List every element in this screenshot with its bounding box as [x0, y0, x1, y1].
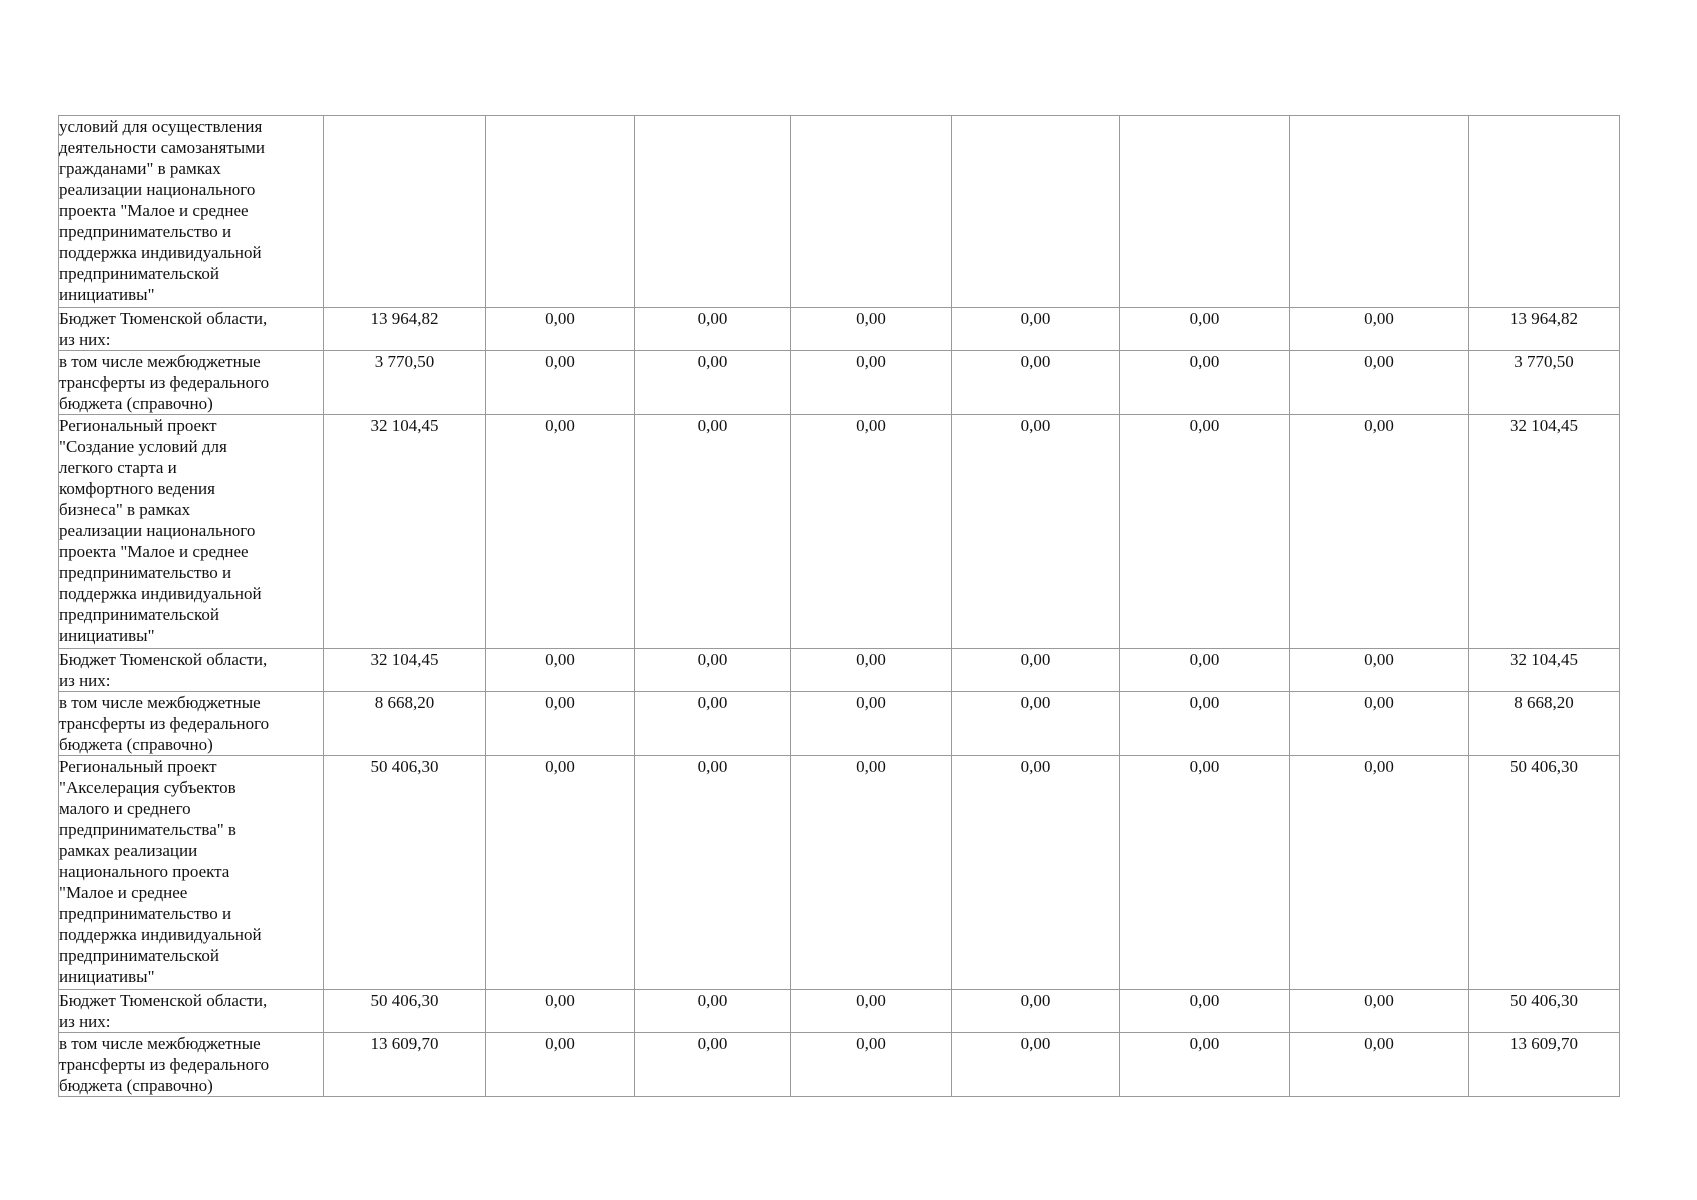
row-label: Бюджет Тюменской области, из них: [59, 649, 324, 692]
value-cell: 0,00 [952, 692, 1120, 756]
value-cell: 32 104,45 [324, 649, 486, 692]
value-cell: 0,00 [486, 649, 635, 692]
value-cell: 0,00 [486, 351, 635, 415]
row-label: Бюджет Тюменской области, из них: [59, 308, 324, 351]
value-cell: 0,00 [1120, 308, 1290, 351]
value-cell: 50 406,30 [1469, 990, 1620, 1033]
value-cell: 0,00 [635, 308, 791, 351]
value-cell: 0,00 [1290, 351, 1469, 415]
value-cell: 13 609,70 [324, 1033, 486, 1097]
table-row [59, 116, 1620, 308]
value-cell: 0,00 [486, 415, 635, 649]
value-cell: 0,00 [952, 351, 1120, 415]
value-cell: 13 964,82 [1469, 308, 1620, 351]
budget-table [58, 115, 1620, 1097]
row-label: в том числе межбюджетные трансферты из федерального бюджета (справочно) [59, 351, 324, 415]
value-cell: 0,00 [1120, 692, 1290, 756]
value-cell: 0,00 [791, 649, 952, 692]
row-label: в том числе межбюджетные трансферты из федерального бюджета (справочно) [59, 1033, 324, 1097]
value-cell: 0,00 [791, 351, 952, 415]
row-label: условий для осуществления деятельности самозанятыми гражданами" в рамках реализации национального проекта "Малое и среднее предпринимательство и поддержка индивидуальной предпринимательской инициативы" [59, 116, 324, 308]
value-cell: 8 668,20 [324, 692, 486, 756]
value-cell: 0,00 [486, 990, 635, 1033]
value-cell: 0,00 [486, 756, 635, 990]
value-cell: 0,00 [952, 1033, 1120, 1097]
value-cell: 0,00 [486, 692, 635, 756]
value-cell: 0,00 [791, 692, 952, 756]
table-row [59, 990, 1620, 1033]
value-cell: 0,00 [952, 308, 1120, 351]
row-label: Региональный проект "Создание условий для легкого старта и комфортного ведения бизнеса" в рамках реализации национального проекта "Малое и среднее предпринимательство и поддержка индивидуальной предпринимательской инициативы" [59, 415, 324, 649]
value-cell: 0,00 [791, 990, 952, 1033]
value-cell [952, 116, 1120, 308]
value-cell: 0,00 [1290, 1033, 1469, 1097]
value-cell [1290, 116, 1469, 308]
value-cell: 0,00 [1290, 692, 1469, 756]
value-cell: 32 104,45 [1469, 649, 1620, 692]
value-cell: 0,00 [635, 756, 791, 990]
value-cell: 0,00 [952, 756, 1120, 990]
value-cell: 50 406,30 [324, 990, 486, 1033]
value-cell [791, 116, 952, 308]
value-cell [486, 116, 635, 308]
value-cell: 0,00 [1120, 649, 1290, 692]
value-cell: 32 104,45 [1469, 415, 1620, 649]
value-cell [1120, 116, 1290, 308]
value-cell: 0,00 [952, 990, 1120, 1033]
table-row [59, 1033, 1620, 1097]
value-cell: 50 406,30 [324, 756, 486, 990]
row-label: Региональный проект "Акселерация субъектов малого и среднего предпринимательства" в рамках реализации национального проекта "Малое и среднее предпринимательство и поддержка индивидуальной предпринимательской инициативы" [59, 756, 324, 990]
table-row [59, 415, 1620, 649]
value-cell: 0,00 [635, 351, 791, 415]
value-cell: 3 770,50 [324, 351, 486, 415]
value-cell: 0,00 [1120, 756, 1290, 990]
value-cell: 0,00 [791, 308, 952, 351]
value-cell: 13 609,70 [1469, 1033, 1620, 1097]
table-row [59, 351, 1620, 415]
value-cell: 3 770,50 [1469, 351, 1620, 415]
value-cell: 0,00 [1120, 990, 1290, 1033]
value-cell: 0,00 [635, 990, 791, 1033]
value-cell: 0,00 [1120, 415, 1290, 649]
value-cell: 0,00 [1290, 415, 1469, 649]
value-cell: 32 104,45 [324, 415, 486, 649]
value-cell: 50 406,30 [1469, 756, 1620, 990]
value-cell [1469, 116, 1620, 308]
value-cell: 0,00 [952, 415, 1120, 649]
value-cell: 0,00 [486, 308, 635, 351]
row-label: Бюджет Тюменской области, из них: [59, 990, 324, 1033]
value-cell [635, 116, 791, 308]
value-cell [324, 116, 486, 308]
value-cell: 0,00 [635, 649, 791, 692]
value-cell: 0,00 [1290, 990, 1469, 1033]
value-cell: 0,00 [1120, 351, 1290, 415]
value-cell: 0,00 [791, 415, 952, 649]
value-cell: 0,00 [791, 1033, 952, 1097]
value-cell: 0,00 [486, 1033, 635, 1097]
value-cell: 0,00 [635, 415, 791, 649]
value-cell: 0,00 [1290, 308, 1469, 351]
value-cell: 0,00 [1290, 649, 1469, 692]
value-cell: 0,00 [952, 649, 1120, 692]
table-body [59, 116, 1620, 1097]
value-cell: 0,00 [1290, 756, 1469, 990]
value-cell: 0,00 [791, 756, 952, 990]
table-row [59, 692, 1620, 756]
value-cell: 0,00 [1120, 1033, 1290, 1097]
value-cell: 8 668,20 [1469, 692, 1620, 756]
value-cell: 0,00 [635, 1033, 791, 1097]
value-cell: 0,00 [635, 692, 791, 756]
value-cell: 13 964,82 [324, 308, 486, 351]
table-row [59, 756, 1620, 990]
table-row [59, 308, 1620, 351]
table-row [59, 649, 1620, 692]
row-label: в том числе межбюджетные трансферты из федерального бюджета (справочно) [59, 692, 324, 756]
